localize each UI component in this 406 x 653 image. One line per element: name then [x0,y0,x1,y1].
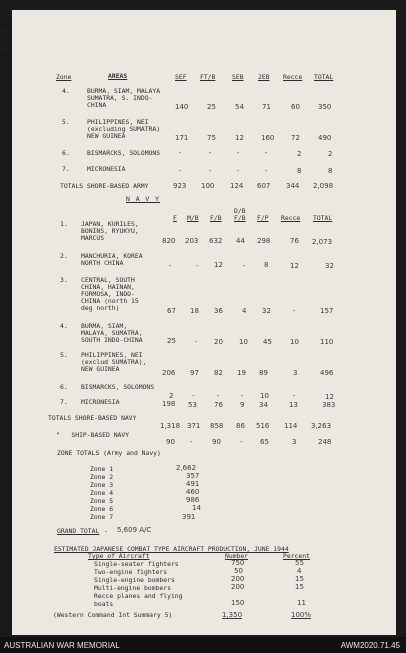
production-type: Multi-engine bombers [94,584,171,592]
navy-area-line: BISMARCKS, SOLOMONS [81,383,155,391]
navy-value: 32 [325,262,334,270]
army-area-line: BISMARCKS, SOLOMONS [87,149,161,157]
navy-value: 97 [190,369,199,377]
header-2eb: 2EB [258,73,270,81]
navy-zone: 7. [60,398,68,406]
navy-area-line: CHINA (north 15 [81,297,139,305]
navy-value: 298 [257,237,271,245]
navy-area-line: CHINA, HAINAN, [81,283,135,291]
navy-value: 110 [320,338,334,346]
production-number: 200 [231,575,245,583]
production-header-type: Type of Aircraft [88,552,150,560]
navy-value: 10 [239,338,248,346]
footer-institution: AUSTRALIAN WAR MEMORIAL [4,641,120,650]
header-navy-recce: Recce [281,214,301,222]
army-value: 160 [261,134,275,142]
army-value: 72 [291,134,300,142]
navy-value-above: - [241,392,244,400]
army-total-value: 344 [286,182,300,190]
navy-value: 3 [293,369,298,377]
army-total-value: 100 [201,182,215,190]
navy-zone: 4. [60,322,68,330]
army-zone: 4. [62,87,70,95]
zone-total-value: 14 [192,504,201,512]
army-value: 25 [207,103,216,111]
army-value: - [209,149,212,157]
production-percent: 55 [295,559,304,567]
navy-value: 25 [167,337,176,345]
zone-total-value: 491 [186,480,200,488]
header-f: F [173,214,177,222]
production-number: 50 [234,567,243,575]
production-header-number: Number [225,552,249,560]
header-recce: Recce [283,73,303,81]
navy-area-line: MICRONESIA [81,398,120,406]
header-sef: SEF [175,73,187,81]
header-fb2: F/B [234,214,246,222]
navy-value-above: - [192,392,195,400]
production-type: Single-engine bombers [94,576,175,584]
navy-title: N A V Y [126,195,160,203]
navy-total-value: 86 [236,422,245,430]
header-total: TOTAL [314,73,334,81]
header-ftb: FT/B [200,73,216,81]
navy-total-value: 114 [284,422,298,430]
zone-total-value: 357 [186,472,200,480]
footer-bar [0,637,406,653]
production-type: Recce planes and flying [94,592,183,600]
navy-area-line: NEW GUINEA [81,365,120,373]
production-number: 150 [231,599,245,607]
army-value: 60 [291,103,300,111]
navy-area-line: SOUTH INDO-CHINA [81,336,143,344]
army-total-value: 2,098 [313,182,334,190]
zone-totals-title: ZONE TOTALS (Army and Navy) [57,449,161,457]
army-value: - [209,167,212,175]
navy-total-value: 3,263 [311,422,332,430]
army-value: 75 [207,134,216,142]
ship-value: 3 [292,438,297,446]
navy-value: - [293,307,296,315]
navy-zone: 3. [60,276,68,284]
footer-accession-number: AWM2020.71.45 [340,641,400,650]
navy-value: 53 [188,401,197,409]
production-type: Two-engine fighters [94,568,168,576]
grand-total-value: 5,609 A/C [117,526,152,534]
ship-based-label: " SHIP-BASED NAVY [56,431,130,439]
zone-total-label: Zone 4 [90,489,114,497]
navy-value: 12 [214,261,223,269]
navy-value: 9 [240,401,245,409]
zone-total-value: 2,662 [176,464,197,472]
production-number: 750 [231,559,245,567]
navy-value-above: 2 [169,392,174,400]
zone-total-label: Zone 2 [90,473,114,481]
navy-value-above: 12 [325,393,334,401]
navy-value: 632 [209,237,223,245]
navy-area-line: BONINS, RYUKYU, [81,227,139,235]
production-percent: 11 [297,599,306,607]
army-totals-label: TOTALS SHORE-BASED ARMY [60,182,149,190]
army-value: 8 [328,167,333,175]
ship-value: - [240,438,243,446]
header-mb: M/B [187,214,199,222]
navy-value: 44 [236,237,245,245]
navy-value-above: - [217,392,220,400]
navy-value: 19 [237,369,246,377]
army-value: 2 [328,150,333,158]
navy-value: 496 [320,369,334,377]
production-percent: 15 [295,583,304,591]
navy-value: - [196,262,199,270]
army-area-line: CHINA [87,101,107,109]
navy-area-line: BURMA, SIAM, [81,322,128,330]
header-areas: AREAS [108,72,128,80]
navy-value: 18 [190,307,199,315]
navy-value: 13 [289,401,298,409]
navy-value: 10 [290,338,299,346]
army-value: - [265,167,268,175]
navy-value: - [195,338,198,346]
zone-total-value: 986 [186,496,200,504]
production-header-percent: Percent [283,552,310,560]
army-area-line: NEW GUINEA [87,132,126,140]
navy-value: 4 [242,307,247,315]
navy-value: 36 [214,307,223,315]
army-area-line: PHILIPPINES, NEI [87,118,149,126]
production-number: 200 [231,583,245,591]
army-zone: 6. [62,149,70,157]
header-fp: F/P [257,214,269,222]
navy-value: 2,073 [312,238,333,246]
navy-area-line: FORMOSA, INDO- [81,290,135,298]
navy-total-value: 858 [210,422,224,430]
army-value: 350 [318,103,332,111]
navy-value: 76 [290,237,299,245]
navy-area-line: JAPAN, KURILES, [81,220,139,228]
navy-value: 34 [259,401,268,409]
ship-value: 248 [318,438,332,446]
production-type: boats [94,600,114,608]
navy-value-above: - [293,392,296,400]
navy-area-line: MARCUS [81,234,105,242]
army-value: 2 [297,150,302,158]
army-area-line: BURMA, SIAM, MALAYA [87,87,161,95]
navy-zone: 2. [60,252,68,260]
navy-area-line: deg north) [81,304,120,312]
army-value: 12 [235,134,244,142]
zone-total-label: Zone 7 [90,513,114,521]
army-area-line: (excluding SUMATRA) [87,125,161,133]
navy-value: 20 [214,338,223,346]
zone-total-label: Zone 1 [90,465,114,473]
army-value: - [179,167,182,175]
production-type: Single-seater fighters [94,560,179,568]
navy-value: 76 [214,401,223,409]
navy-value: 89 [259,369,268,377]
header-seb: SEB [232,73,244,81]
header-db: D/B [234,207,246,215]
army-area-line: MICRONESIA [87,165,126,173]
header-fb: F/B [210,214,222,222]
header-navy-total: TOTAL [313,214,333,222]
army-value: 490 [318,134,332,142]
navy-zone: 6. [60,383,68,391]
zone-total-value: 460 [186,488,200,496]
army-value: 8 [297,167,302,175]
navy-value: 82 [214,369,223,377]
production-percent: 15 [295,575,304,583]
navy-value: 203 [185,237,199,245]
navy-total-value: 516 [256,422,270,430]
navy-value: 67 [167,307,176,315]
zone-total-label: Zone 6 [90,505,114,513]
navy-value: 198 [162,400,176,408]
navy-total-value: 1,318 [160,422,181,430]
navy-area-line: PHILIPPINES, NEI [81,351,143,359]
navy-area-line: NORTH CHINA [81,259,124,267]
navy-value: 45 [263,338,272,346]
production-total-percent: 100% [291,611,312,619]
army-value: - [237,149,240,157]
army-value: 140 [175,103,189,111]
navy-value: 206 [162,369,176,377]
army-value: 171 [175,134,189,142]
army-total-value: 124 [230,182,244,190]
navy-value: 383 [322,401,336,409]
army-area-line: SUMATRA, S. INDO- [87,94,153,102]
army-zone: 7. [62,165,70,173]
navy-area-line: CENTRAL, SOUTH [81,276,135,284]
army-value: 71 [262,103,271,111]
punch-hole [4,30,7,33]
production-source: (Western Command Int Summary 5) [53,611,173,619]
punch-hole [4,48,7,51]
navy-total-value: 371 [187,422,201,430]
navy-value: 820 [162,237,176,245]
navy-value: - [243,262,246,270]
ship-value: 90 [212,438,221,446]
navy-value: 32 [262,307,271,315]
navy-area-line: (exclud SUMATRA), [81,358,147,366]
navy-value: 12 [290,262,299,270]
ship-value: 90 [166,438,175,446]
production-title: ESTIMATED JAPANESE COMBAT TYPE AIRCRAFT PRODUCTION, JUNE 1944 [54,545,289,553]
navy-area-line: MALAYA, SUMATRA, [81,329,143,337]
navy-totals-label: TOTALS SHORE-BASED NAVY [48,414,137,422]
navy-value: - [169,262,172,270]
ship-value: - [190,438,193,446]
grand-total-dash: - [104,527,108,535]
navy-value: 8 [264,261,269,269]
zone-total-label: Zone 3 [90,481,114,489]
navy-zone: 5. [60,351,68,359]
army-zone: 5. [62,118,70,126]
army-value: - [179,149,182,157]
production-percent: 4 [297,567,302,575]
army-value: - [237,167,240,175]
document-page [12,10,396,635]
navy-value-above: 10 [260,392,269,400]
army-total-value: 607 [257,182,271,190]
army-value: - [265,149,268,157]
army-total-value: 923 [173,182,187,190]
grand-total-label: GRAND TOTAL [57,527,100,535]
navy-value: 157 [320,307,334,315]
navy-zone: 1. [60,220,68,228]
army-value: 54 [235,103,244,111]
zone-total-value: 391 [182,513,196,521]
navy-area-line: MANCHURIA, KOREA [81,252,143,260]
zone-total-label: Zone 5 [90,497,114,505]
ship-value: 65 [260,438,269,446]
production-total-number: 1,350 [222,611,243,619]
header-zone: Zone [56,73,72,81]
